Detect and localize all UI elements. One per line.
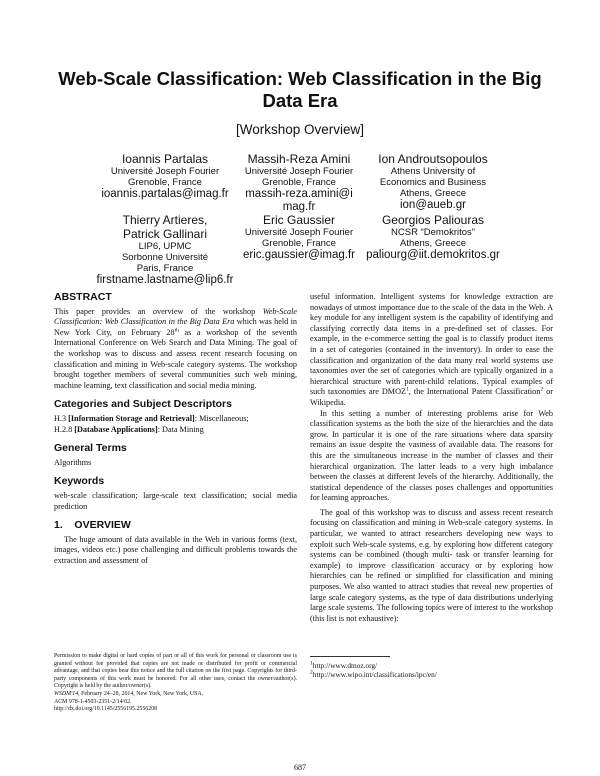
author-email: ioannis.partalas@imag.fr — [101, 188, 229, 200]
categories-heading: Categories and Subject Descriptors — [54, 398, 232, 411]
author-block — [90, 152, 240, 201]
author-name: Georgios Paliouras — [381, 213, 485, 227]
overview-heading: 1. OVERVIEW — [54, 519, 131, 532]
acm-isbn: ACM 978-1-4503-2351-2/14/02. — [54, 698, 132, 705]
doi-link[interactable]: http://dx.doi.org/10.1145/2556195.2556208 — [54, 706, 158, 713]
author-location: Grenoble, France — [262, 177, 336, 188]
author-name: Ioannis Partalas — [121, 152, 209, 166]
author-email: massih-reza.amini@imag.fr — [245, 188, 353, 213]
keywords-heading: Keywords — [54, 475, 105, 488]
author-email: ion@aueb.gr — [399, 199, 467, 211]
workshop-title: Web-Scale Classification: Web Classification in the Big Data Era — [54, 306, 297, 327]
author-block — [348, 213, 518, 262]
general-terms-text: Algorithms — [54, 457, 92, 467]
author-block — [224, 152, 374, 214]
footnotes — [310, 656, 553, 680]
footnote-mark: 2 — [540, 386, 544, 393]
footnote-mark: 1 — [406, 386, 409, 393]
general-terms-heading: General Terms — [54, 442, 127, 455]
author-email: firstname.lastname@lip6.fr — [96, 274, 234, 286]
author-affiliation: Economics and Business — [379, 177, 487, 188]
abstract-text: This paper provides an overview of the workshop Web-Scale Classification: Web Classification in the Big Data Era which was held in New York City, on February 28th as a workshop of the seventh International Conference on Web Search and Data Mining. The goal of the workshop was to discuss and assess recent research focusing on classification and mining in Web-scale category systems. The workshop brought together members of several communities such web mining, machine learning, text classification and social media mining. — [54, 306, 297, 390]
page-number: 687 — [294, 763, 306, 772]
author-block — [90, 213, 240, 287]
footnote-link[interactable]: http://www.dmoz.org/ — [312, 661, 378, 670]
author-affiliation: Université Joseph Fourier — [244, 227, 354, 238]
author-name: Massih-Reza Amini — [247, 152, 351, 166]
copyright-text: Permission to make digital or hard copies of part or all of this work for personal or classroom use is granted without fee provided that copies are not made or distributed for profit or commercial advantage, and that copies bear this notice and the full citation on the first page. Copyrights for third-party components of this work must be honored. For all other uses, contact the owner/author(s). Copyright is held by the author/owner(s). — [54, 653, 297, 690]
author-affiliation: Athens University of — [390, 166, 476, 177]
author-affiliation: LIP6, UPMC — [138, 241, 192, 252]
categories-text: H.3 [Information Storage and Retrieval]: Miscellaneous; H.2.8 [Database Applications]: Data Mining — [54, 413, 249, 434]
left-column — [54, 292, 297, 566]
footnote-link[interactable]: http://www.wipo.int/classifications/ipc/en/ — [312, 670, 437, 680]
author-affiliation: Sorbonne Université — [121, 252, 209, 263]
author-email: eric.gaussier@imag.fr — [242, 249, 355, 261]
author-affiliation: Université Joseph Fourier — [110, 166, 220, 177]
footnote: $^1$http://www.dmoz.org/ — [310, 660, 378, 670]
paper-subtitle: [Workshop Overview] — [235, 122, 365, 137]
author-affiliation: Université Joseph Fourier — [244, 166, 354, 177]
author-location: Paris, France — [136, 263, 194, 274]
footnote: $^2$http://www.wipo.int/classifications/ipc/en/ — [310, 669, 437, 680]
author-email: paliourg@iit.demokritos.gr — [366, 249, 500, 261]
copyright-notice: Permission to make digital or hard copies of part or all of this work for personal or classroom use is granted without fee provided that copies are not made or distributed for profit or commercial advantage, and that copies bear this notice and the full citation on the first page. Copyrights for third-party components of this work must be honored. For all other uses, contact the owner/author(s). Copyright is held by the author/owner(s). WSDM'14, February 24–28, 2014, New York, New York, USA. ACM 978-1-4503-2351-2/14/02. http://dx.doi.org/10.1145/2556195.2556208 — [54, 653, 297, 713]
right-column — [310, 292, 553, 624]
author-name: Eric Gaussier — [262, 213, 336, 227]
author-name: Thierry Artieres, Patrick Gallinari — [122, 213, 208, 241]
paper-title: Web-Scale Classification: Web Classification in the Big Data Era — [58, 68, 542, 111]
overview-paragraph: The huge amount of data available in the Web in various forms (text, images, videos etc.) pose challenging and difficult problems towards the extraction and assessment of — [54, 534, 297, 565]
conference-name: WSDM'14, — [54, 690, 80, 697]
author-location: Grenoble, France — [262, 238, 336, 249]
keywords-text: web-scale classification; large-scale text classification; social media prediction — [54, 490, 297, 511]
abstract-heading: ABSTRACT — [54, 291, 112, 303]
body-paragraph: The goal of this workshop was to discuss and assess recent research focusing on classification and mining in Web-scale category systems. In particular, we wanted to attract researchers developing new ways to exploit such Web-scale systems, e.g. by exploring how different category systems can be combined (though multi- task or transfer learning for example) to improve classification accuracy or by exploring how hierarchies can be refined or simplified for classification and mining purposes. We also wanted to attract studies that reveal new properties of large scale category systems, as the type of data distributions underlying large scale systems. The following topics were of interest to the workshop (this list is not exhaustive): — [310, 507, 553, 623]
author-affiliation: NCSR “Demokritos” — [391, 227, 475, 238]
body-paragraph: In this setting a number of interesting problems arise for Web classification systems as the both the size of the hierarchies and the data grow. In particular it is one of the rare situations where data sparsity remains an issue despite the vastness of available data. The reasons for this are the simultaneous increase in the number of classes and their hierarchical organization. The latter leads to a very high imbalance between the classes at different levels of the hierarchy. Additionally, the statistical dependence of the classes poses challenges and opportunities for learning approaches. — [310, 408, 553, 503]
body-paragraph: useful information. Intelligent systems for knowledge extraction are nowadays of utmost importance due to the scale of the data in the Web. A key module for any intelligent system is the capability of identifying and classifying correctly data items in a pre-defined set of classes. For example, in the e-commerce setting the goal is to classify product items in a set of categories (contained in the inventory). In order to ease the classification and organization of the data many real world systems use taxonomies over the set of categories which are typically organized in a hierarchical structure with parent-child relations. Typical examples of such taxonomies are DMOZ$^1$, the International Patent Classification$^2$ or Wikipedia. — [310, 292, 554, 407]
author-location: Athens, Greece — [399, 238, 466, 249]
author-name: Ion Androutsopoulos — [378, 152, 488, 166]
footnote-divider — [310, 656, 390, 657]
author-block — [358, 152, 508, 212]
author-location: Grenoble, France — [128, 177, 202, 188]
author-location: Athens, Greece — [399, 188, 466, 199]
